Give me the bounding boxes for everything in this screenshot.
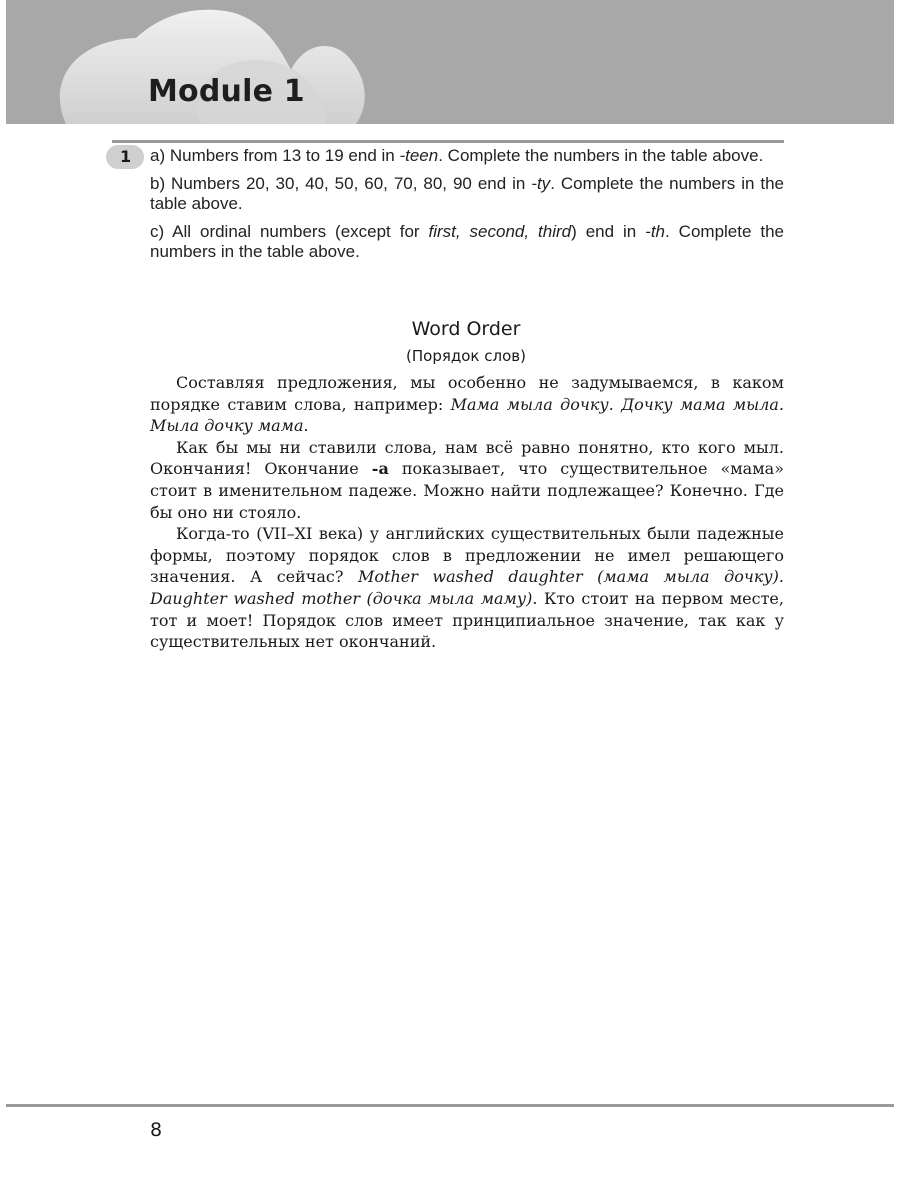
paragraph-text: показывает, что существительное «мама» стоит в именительном падеже. Можно найти подлежащее? Конечно. Где бы оно ни стояло. (150, 459, 784, 522)
exercise-item-text: . Complete the numbers in the table above. (438, 146, 764, 165)
exercise-item-suffix: -teen (399, 146, 439, 165)
section-subtitle: (Порядок слов) (406, 347, 526, 365)
exercise-item (150, 174, 784, 214)
example-text: Mother washed daughter (мама мыла дочку). Daughter washed mother (дочка мыла маму) (150, 567, 785, 608)
header-decoration-shape (6, 0, 894, 124)
footer-divider (6, 1104, 894, 1107)
example-text: Мама мыла дочку. Дочку мама мыла. Мыла дочку мама (150, 394, 784, 436)
exercise-divider (112, 140, 784, 143)
page-number: 8 (150, 1119, 163, 1141)
exercise-item-text: a) Numbers from 13 to 19 end in (150, 146, 400, 165)
exercise-number-badge: 1 (106, 145, 144, 169)
paragraph-text: . Кто стоит на первом месте, тот и моет! Порядок слов имеет принципиальное значение, так как у существительных нет окончаний. (150, 588, 784, 652)
paragraph-text: Когда-то (VII–XI века) у английских существительных были падежные формы, поэтому порядок слов в предложении не имел решающего значения. А сейчас? (150, 524, 784, 587)
body-paragraph (150, 372, 784, 437)
module-title: Module 1 (148, 74, 305, 109)
body-paragraph (150, 523, 784, 653)
section-title: Word Order (411, 318, 521, 340)
ending-highlight: -а (371, 459, 389, 479)
exercise-item-text: ) end in (571, 222, 646, 241)
exercise-item-suffix: -th (645, 222, 666, 241)
exercise-item-example: first, second, third (428, 222, 572, 241)
exercise-item-text: b) Numbers 20, 30, 40, 50, 60, 70, 80, 90 end in (150, 174, 532, 193)
exercise-item (150, 146, 784, 166)
paragraph-text: Составляя предложения, мы особенно не задумываемся, в каком порядке ставим слова, например: (150, 373, 784, 414)
paragraph-text: . (303, 416, 309, 436)
section-body (150, 372, 784, 653)
header-band (6, 0, 894, 124)
exercise-item-text: c) All ordinal numbers (except for (150, 222, 429, 241)
exercise-item-text: . Complete the numbers in the table above. (150, 174, 785, 213)
exercise-item-text: . Complete the numbers in the table above. (150, 222, 784, 261)
body-paragraph (150, 437, 784, 523)
exercise-item-suffix: -ty (531, 174, 551, 193)
paragraph-text: Как бы мы ни ставили слова, нам всё равно понятно, кто кого мыл. Окончания! Окончание (150, 437, 784, 479)
exercise-instructions (150, 146, 784, 270)
exercise-item (150, 222, 784, 262)
